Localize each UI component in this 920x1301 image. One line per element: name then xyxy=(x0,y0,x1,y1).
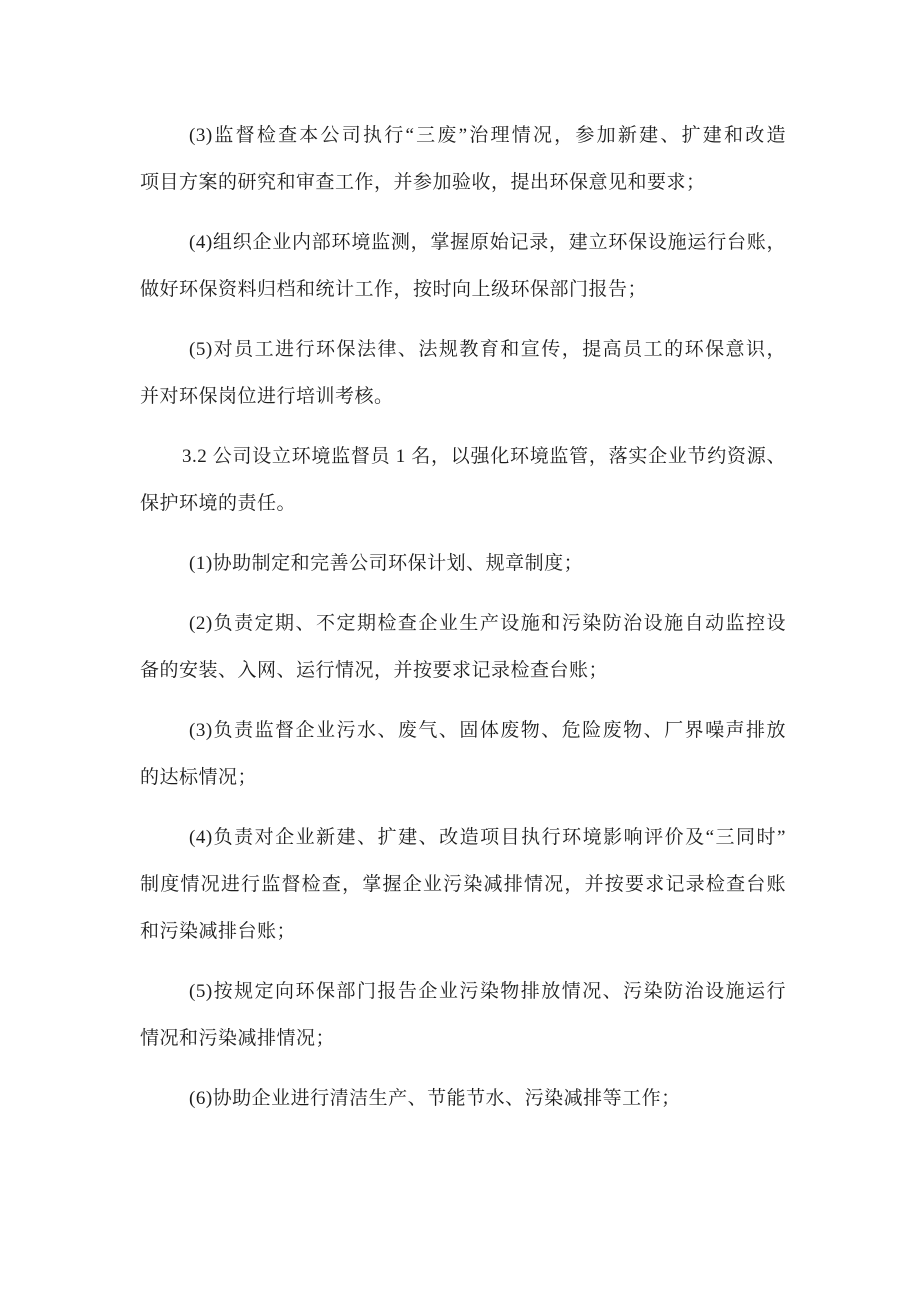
text-line: 做好环保资料归档和统计工作，按时向上级环保部门报告； xyxy=(140,279,648,300)
text-line: 3.2 公司设立环境监督员 1 名，以强化环境监管，落实企业节约资源、 xyxy=(182,446,786,467)
text-line: (2)负责定期、不定期检查企业生产设施和污染防治设施自动监控设 xyxy=(189,613,786,634)
text-line: (3)负责监督企业污水、废气、固体废物、危险废物、厂界噪声排放 xyxy=(189,720,786,741)
text-line: (4)组织企业内部环境监测，掌握原始记录，建立环保设施运行台账， xyxy=(189,232,786,253)
text-line: 备的安装、入网、运行情况，并按要求记录检查台账； xyxy=(140,660,609,681)
paragraph-sub-3 xyxy=(140,707,786,801)
text-line: (5)按规定向环保部门报告企业污染物排放情况、污染防治设施运行 xyxy=(189,981,786,1002)
text-line: 和污染减排台账； xyxy=(140,921,297,942)
text-line: 的达标情况； xyxy=(140,767,258,788)
paragraph-sub-2 xyxy=(140,600,786,694)
text-line: 制度情况进行监督检查，掌握企业污染减排情况，并按要求记录检查台账 xyxy=(140,874,786,895)
text-line: 保护环境的责任。 xyxy=(140,493,297,514)
paragraph-sub-5 xyxy=(140,968,786,1062)
text-line: (1)协助制定和完善公司环保计划、规章制度； xyxy=(189,553,584,574)
text-line: 情况和污染减排情况； xyxy=(140,1028,336,1049)
paragraph-item-4 xyxy=(140,219,786,313)
document-body xyxy=(140,112,786,1122)
text-line: (6)协助企业进行清洁生产、节能节水、污染减排等工作； xyxy=(189,1088,681,1109)
text-line: 项目方案的研究和审查工作，并参加验收，提出环保意见和要求； xyxy=(140,172,706,193)
text-line: (4)负责对企业新建、扩建、改造项目执行环境影响评价及“三同时” xyxy=(189,827,786,848)
paragraph-sub-6 xyxy=(140,1075,786,1122)
paragraph-sub-4 xyxy=(140,814,786,955)
paragraph-item-5 xyxy=(140,326,786,420)
paragraph-sub-1 xyxy=(140,540,786,587)
text-line: 并对环保岗位进行培训考核。 xyxy=(140,386,394,407)
paragraph-section-3-2 xyxy=(140,433,786,527)
paragraph-item-3 xyxy=(140,112,786,206)
text-line: (3)监督检查本公司执行“三废”治理情况，参加新建、扩建和改造 xyxy=(189,125,786,146)
text-line: (5)对员工进行环保法律、法规教育和宣传，提高员工的环保意识， xyxy=(189,339,786,360)
